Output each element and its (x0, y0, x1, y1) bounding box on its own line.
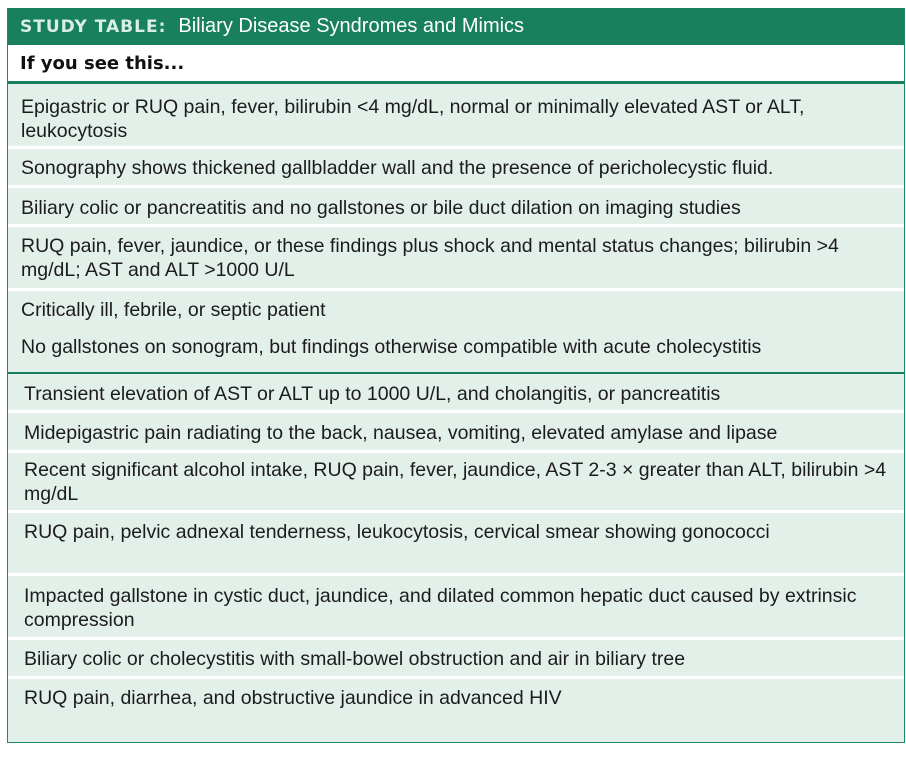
table-row: Transient elevation of AST or ALT up to 1000 U/L, and cholangitis, or pancreatitis (8, 374, 905, 410)
table-row: Sonography shows thickened gallbladder wall and the presence of pericholecystic fluid. (8, 149, 905, 185)
study-table-tag: STUDY TABLE: (20, 16, 167, 37)
table-row: No gallstones on sonogram, but findings otherwise compatible with acute cholecystitis (8, 327, 905, 372)
table-row: RUQ pain, pelvic adnexal tenderness, leukocytosis, cervical smear showing gonococci (8, 513, 905, 573)
table-row: Midepigastric pain radiating to the back, nausea, vomiting, elevated amylase and lipase (8, 413, 905, 450)
table-row: Biliary colic or pancreatitis and no gallstones or bile duct dilation on imaging studies (8, 188, 905, 224)
table-row: Impacted gallstone in cystic duct, jaundice, and dilated common hepatic duct caused by extrinsic compression (8, 576, 905, 637)
table-row: Critically ill, febrile, or septic patient (8, 291, 905, 327)
table-row: Epigastric or RUQ pain, fever, bilirubin <4 mg/dL, normal or minimally elevated AST or ALT, leukocytosis (8, 84, 905, 146)
table-title-bar (8, 8, 905, 45)
table-row: Recent significant alcohol intake, RUQ pain, fever, jaundice, AST 2-3 × greater than ALT, bilirubin >4 mg/dL (8, 453, 905, 510)
table-row: RUQ pain, diarrhea, and obstructive jaundice in advanced HIV (8, 679, 905, 743)
column-header: If you see this... (8, 45, 905, 81)
table-title: Biliary Disease Syndromes and Mimics (178, 15, 525, 37)
study-table (7, 8, 905, 743)
table-row: RUQ pain, fever, jaundice, or these findings plus shock and mental status changes; bilirubin >4 mg/dL; AST and ALT >1000 U/L (8, 227, 905, 288)
table-row: Biliary colic or cholecystitis with small-bowel obstruction and air in biliary tree (8, 640, 905, 676)
